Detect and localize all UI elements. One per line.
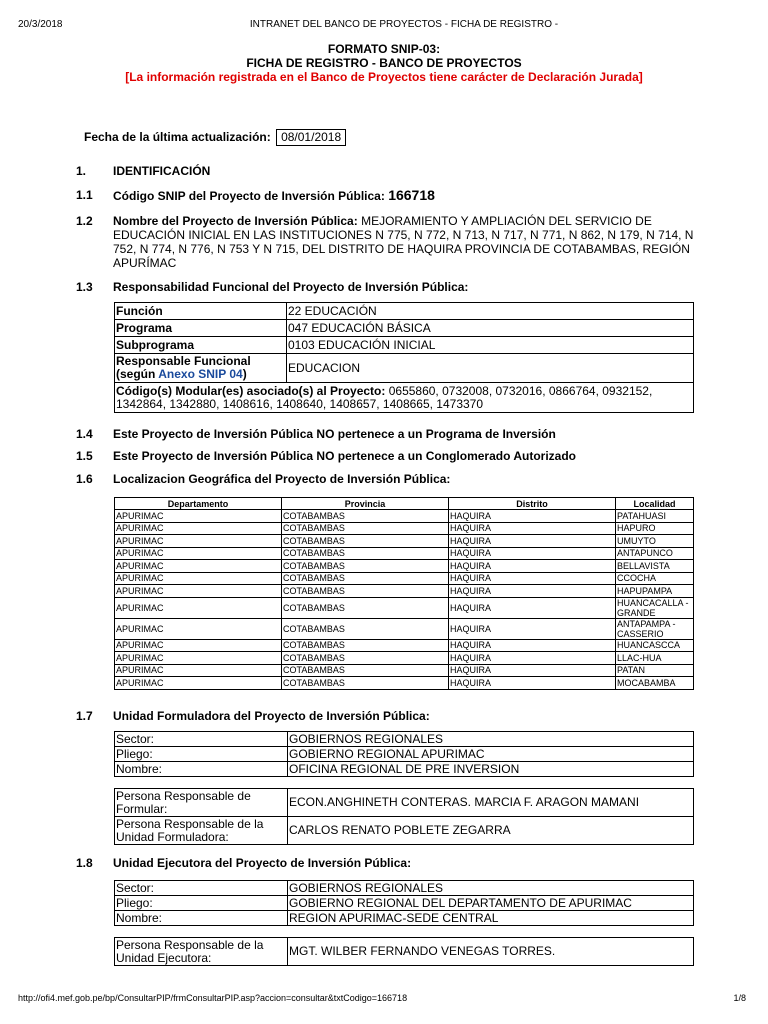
cell-distrito: HAQUIRA: [449, 618, 616, 639]
cell-provincia: COTABAMBAS: [282, 652, 449, 665]
uf-sector-value: GOBIERNOS REGIONALES: [288, 732, 694, 747]
section-1-2-number: 1.2: [76, 214, 93, 228]
uf-resp-formular-value: ECON.ANGHINETH CONTERAS. MARCIA F. ARAGON MAMANI: [288, 789, 694, 817]
cell-departamento: APURIMAC: [115, 639, 282, 652]
cell-localidad: HUANCASCCA: [616, 639, 694, 652]
subprograma-value: 0103 EDUCACIÓN INICIAL: [287, 337, 694, 354]
snip-code-value: 166718: [388, 187, 435, 203]
table-row: [115, 572, 694, 585]
section-1-8-title: Unidad Ejecutora del Proyecto de Inversión Pública:: [113, 856, 412, 870]
cell-distrito: HAQUIRA: [449, 664, 616, 677]
uf-nombre-label: Nombre:: [115, 762, 288, 777]
table-row: [115, 817, 694, 845]
section-1-number: 1.: [76, 164, 87, 178]
header-localidad: Localidad: [616, 498, 694, 510]
uf-resp-uf-label: Persona Responsable de la Unidad Formuladora:: [115, 817, 288, 845]
table-row: [115, 522, 694, 535]
print-date: 20/3/2018: [18, 19, 63, 30]
table-row: [115, 664, 694, 677]
last-update-label: Fecha de la última actualización:: [84, 130, 271, 144]
table-row: [115, 618, 694, 639]
section-1-title: IDENTIFICACIÓN: [113, 164, 211, 178]
cell-provincia: COTABAMBAS: [282, 547, 449, 560]
codigos-modulares: [115, 383, 694, 413]
table-row: [115, 747, 694, 762]
section-1-2: [113, 214, 698, 270]
section-1-6-title: Localizacion Geográfica del Proyecto de Inversión Pública:: [113, 472, 451, 486]
section-1-4-number: 1.4: [76, 427, 93, 441]
cell-distrito: HAQUIRA: [449, 677, 616, 690]
table-row: [115, 789, 694, 817]
cell-distrito: HAQUIRA: [449, 535, 616, 548]
print-title: INTRANET DEL BANCO DE PROYECTOS - FICHA DE REGISTRO -: [249, 19, 559, 30]
funcion-value: 22 EDUCACIÓN: [287, 303, 694, 320]
cell-localidad: ANTAPAMPA - CASSERIO: [616, 618, 694, 639]
declaration-notice: [La información registrada en el Banco de Proyectos tiene carácter de Declaración Jurada]: [125, 70, 643, 84]
table-row: [115, 639, 694, 652]
table-row: [115, 762, 694, 777]
cell-distrito: HAQUIRA: [449, 652, 616, 665]
cell-departamento: APURIMAC: [115, 597, 282, 618]
section-1-7-title: Unidad Formuladora del Proyecto de Inversión Pública:: [113, 709, 430, 723]
cell-distrito: HAQUIRA: [449, 560, 616, 573]
cell-departamento: APURIMAC: [115, 510, 282, 523]
cell-distrito: HAQUIRA: [449, 639, 616, 652]
section-1-6-number: 1.6: [76, 472, 93, 486]
cell-localidad: PATAHUASI: [616, 510, 694, 523]
table-row: [115, 320, 694, 337]
cell-departamento: APURIMAC: [115, 664, 282, 677]
cell-departamento: APURIMAC: [115, 585, 282, 598]
section-1-8-number: 1.8: [76, 856, 93, 870]
uf-resp-uf-value: CARLOS RENATO POBLETE ZEGARRA: [288, 817, 694, 845]
cell-localidad: HUANCACALLA -GRANDE: [616, 597, 694, 618]
header-distrito: Distrito: [449, 498, 616, 510]
ue-nombre-value: REGION APURIMAC-SEDE CENTRAL: [288, 911, 694, 926]
project-name-value: MEJORAMIENTO Y AMPLIACIÓN DEL SERVICIO DE EDUCACIÓN INICIAL EN LAS INSTITUCIONES N 775, N 772, N 713, N 717, N 771, N 862, N 179, N 714, N 752, N 774, N 776, N 753 Y N 715, DEL DISTRITO DE HAQUIRA PROVINCIA DE COTABAMBAS, REGIÓN APURÍMAC: [113, 214, 694, 270]
cell-distrito: HAQUIRA: [449, 597, 616, 618]
responsable-label-text: Responsable Funcional: [116, 354, 251, 368]
header-departamento: Departamento: [115, 498, 282, 510]
ue-pliego-value: GOBIERNO REGIONAL DEL DEPARTAMENTO DE APURIMAC: [288, 896, 694, 911]
form-titles: [0, 42, 768, 84]
table-row: [115, 337, 694, 354]
section-1-1: [113, 188, 435, 203]
project-name-label: Nombre del Proyecto de Inversión Pública:: [113, 214, 358, 228]
cell-provincia: COTABAMBAS: [282, 572, 449, 585]
uf-pliego-label: Pliego:: [115, 747, 288, 762]
cell-provincia: COTABAMBAS: [282, 664, 449, 677]
ficha-title: FICHA DE REGISTRO - BANCO DE PROYECTOS: [246, 56, 522, 70]
responsable-label-prefix: (según: [116, 367, 159, 381]
cell-localidad: HAPURO: [616, 522, 694, 535]
uf-responsables-table: [114, 788, 694, 845]
cell-distrito: HAQUIRA: [449, 547, 616, 560]
ue-basic-table: [114, 880, 694, 926]
section-1-5-text: Este Proyecto de Inversión Pública NO pertenece a un Conglomerado Autorizado: [113, 449, 576, 463]
table-row: [115, 911, 694, 926]
responsable-value: EDUCACION: [287, 354, 694, 383]
ue-resp-label: Persona Responsable de la Unidad Ejecutora:: [115, 938, 288, 966]
funcion-label: Función: [115, 303, 287, 320]
table-row: [115, 535, 694, 548]
format-title: FORMATO SNIP-03:: [327, 42, 441, 56]
table-row: [115, 938, 694, 966]
cell-localidad: ANTAPUNCO: [616, 547, 694, 560]
cell-departamento: APURIMAC: [115, 522, 282, 535]
table-row: [115, 585, 694, 598]
section-1-7-number: 1.7: [76, 709, 93, 723]
table-header-row: [115, 498, 694, 510]
ue-pliego-label: Pliego:: [115, 896, 288, 911]
cell-distrito: HAQUIRA: [449, 522, 616, 535]
table-row: [115, 510, 694, 523]
uf-nombre-value: OFICINA REGIONAL DE PRE INVERSION: [288, 762, 694, 777]
cell-distrito: HAQUIRA: [449, 585, 616, 598]
cell-localidad: UMUYTO: [616, 535, 694, 548]
section-1-3-title: Responsabilidad Funcional del Proyecto de Inversión Pública:: [113, 280, 469, 294]
last-update-value: 08/01/2018: [276, 129, 346, 146]
section-1-1-number: 1.1: [76, 188, 93, 202]
cell-localidad: MOCABAMBA: [616, 677, 694, 690]
cell-provincia: COTABAMBAS: [282, 522, 449, 535]
header-provincia: Provincia: [282, 498, 449, 510]
cell-departamento: APURIMAC: [115, 547, 282, 560]
cell-localidad: HAPUPAMPA: [616, 585, 694, 598]
uf-sector-label: Sector:: [115, 732, 288, 747]
uf-pliego-value: GOBIERNO REGIONAL APURIMAC: [288, 747, 694, 762]
cell-provincia: COTABAMBAS: [282, 677, 449, 690]
codigos-label: Código(s) Modular(es) asociado(s) al Proyecto:: [116, 383, 386, 398]
ue-sector-value: GOBIERNOS REGIONALES: [288, 881, 694, 896]
cell-provincia: COTABAMBAS: [282, 585, 449, 598]
print-page-number: 1/8: [733, 993, 746, 1003]
functional-responsibility-table: [114, 302, 694, 413]
cell-departamento: APURIMAC: [115, 572, 282, 585]
table-row: [115, 303, 694, 320]
section-1-3-number: 1.3: [76, 280, 93, 294]
table-row: [115, 597, 694, 618]
table-row: [115, 354, 694, 383]
uf-basic-table: [114, 731, 694, 777]
cell-provincia: COTABAMBAS: [282, 535, 449, 548]
cell-distrito: HAQUIRA: [449, 572, 616, 585]
cell-departamento: APURIMAC: [115, 560, 282, 573]
cell-distrito: HAQUIRA: [449, 510, 616, 523]
print-url: http://ofi4.mef.gob.pe/bp/ConsultarPIP/frmConsultarPIP.asp?accion=consultar&txtCodigo=166718: [18, 993, 408, 1003]
table-row: [115, 547, 694, 560]
ue-responsables-table: [114, 937, 694, 966]
ue-nombre-label: Nombre:: [115, 911, 288, 926]
cell-departamento: APURIMAC: [115, 677, 282, 690]
last-update: [84, 129, 346, 146]
snip-code-label: Código SNIP del Proyecto de Inversión Pública:: [113, 189, 385, 203]
cell-provincia: COTABAMBAS: [282, 639, 449, 652]
responsable-label: [115, 354, 287, 383]
responsable-label-suffix: ): [242, 367, 247, 381]
table-row: [115, 383, 694, 413]
anexo-snip-04-link[interactable]: Anexo SNIP 04: [158, 367, 243, 381]
section-1-5-number: 1.5: [76, 449, 93, 463]
cell-localidad: CCOCHA: [616, 572, 694, 585]
cell-departamento: APURIMAC: [115, 535, 282, 548]
cell-provincia: COTABAMBAS: [282, 560, 449, 573]
table-row: [115, 560, 694, 573]
cell-localidad: LLAC-HUA: [616, 652, 694, 665]
table-row: [115, 652, 694, 665]
ue-resp-value: MGT. WILBER FERNANDO VENEGAS TORRES.: [288, 938, 694, 966]
ue-sector-label: Sector:: [115, 881, 288, 896]
table-row: [115, 677, 694, 690]
cell-departamento: APURIMAC: [115, 652, 282, 665]
codigos-value: 0655860, 0732008, 0732016, 0866764, 0932152, 1342864, 1342880, 1408616, 1408640, 1408657, 1408665, 1473370: [116, 383, 653, 411]
table-row: [115, 881, 694, 896]
cell-localidad: PATAN: [616, 664, 694, 677]
cell-localidad: BELLAVISTA: [616, 560, 694, 573]
programa-label: Programa: [115, 320, 287, 337]
cell-provincia: COTABAMBAS: [282, 510, 449, 523]
section-1-4-text: Este Proyecto de Inversión Pública NO pertenece a un Programa de Inversión: [113, 427, 556, 441]
uf-resp-formular-label: Persona Responsable de Formular:: [115, 789, 288, 817]
cell-departamento: APURIMAC: [115, 618, 282, 639]
location-table: [114, 497, 694, 690]
cell-provincia: COTABAMBAS: [282, 597, 449, 618]
cell-provincia: COTABAMBAS: [282, 618, 449, 639]
programa-value: 047 EDUCACIÓN BÁSICA: [287, 320, 694, 337]
table-row: [115, 732, 694, 747]
table-row: [115, 896, 694, 911]
subprograma-label: Subprograma: [115, 337, 287, 354]
